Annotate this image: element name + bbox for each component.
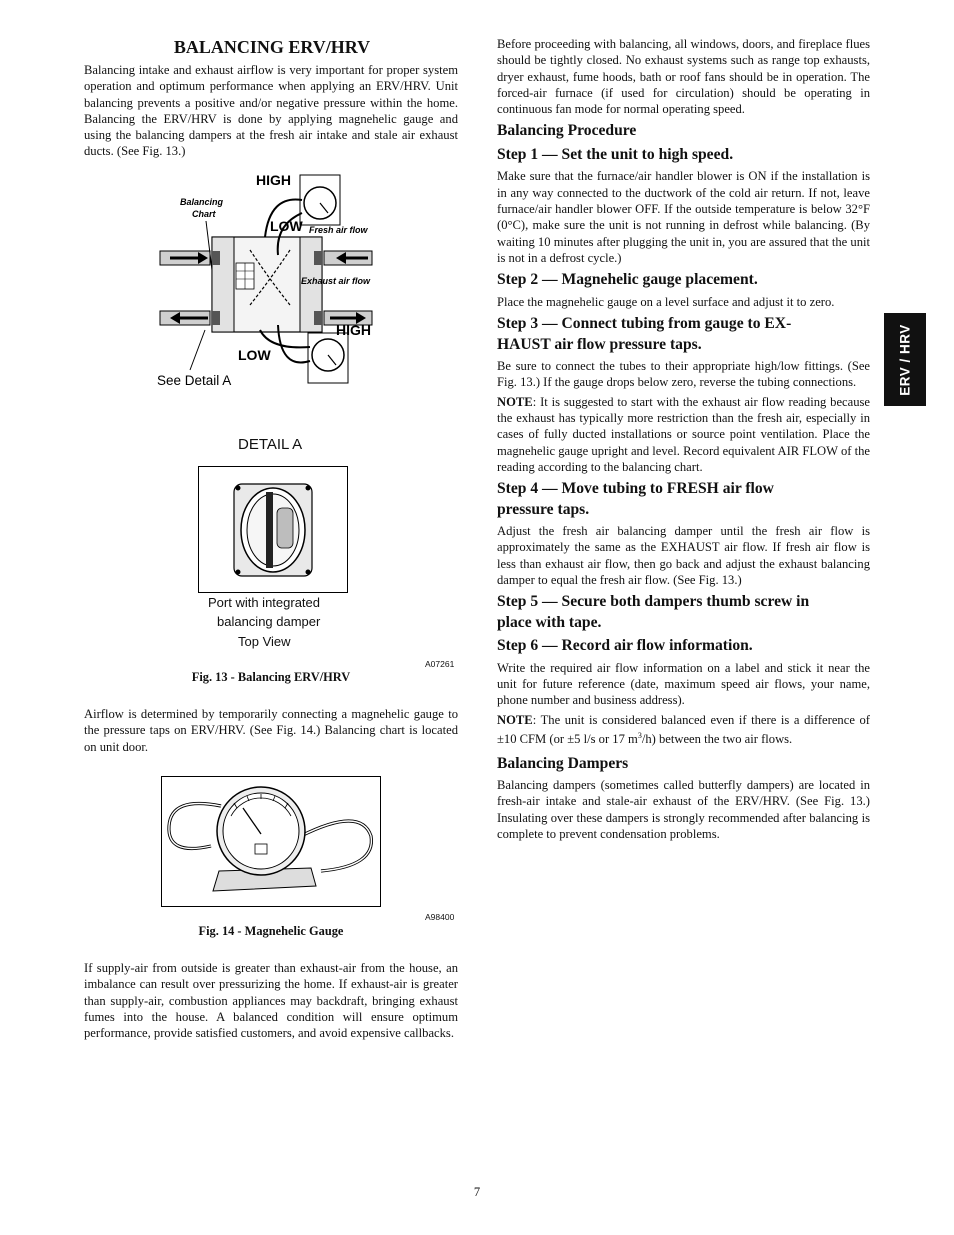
section-side-tab [884,313,926,406]
fig13-code: A07261 [425,659,455,669]
note2-superscript: 3 [637,731,642,741]
detail-caption-line-3: Top View [238,634,291,649]
step1-text: Make sure that the furnace/air handler blower is ON if the installation is in any way connected to the ductwork of the cold air return. If not, leave furnace/air handler blower OFF. If the outside temperature is below 32°F (0°C), make sure the unit is not running in defrost while balancing. (By waiting 10 minutes after plugging the unit in, you are assured that the unit is not in a defrost cycle.) [497,169,870,265]
step5-heading-line-1: Step 5 — Secure both dampers thumb screw in [497,593,810,611]
fig14-gauge-illustration [161,776,381,907]
high-top-label: HIGH [256,172,291,188]
before-proceeding-paragraph: Before proceeding with balancing, all windows, doors, and fireplace flues should be tightly closed. No exhaust systems such as range top exhausts, dryer exhaust, fume hoods, bath or roof fans should be in operation. The forced-air furnace (if used for circulation) should be operating in continuous fan mode for normal operating speed. [497,37,870,117]
step6-note [497,712,870,748]
step2-heading: Step 2 — Magnehelic gauge placement. [497,271,758,289]
step3-heading-line-1: Step 3 — Connect tubing from gauge to EX- [497,315,792,333]
fresh-air-flow-label: Fresh air flow [309,225,368,235]
chart-label: Chart [192,209,216,219]
intro-paragraph: Balancing intake and exhaust airflow is very important for proper system operation and optimum performance when applying an ERV/HRV. Unit balancing prevents a positive and/or negative pressure within the home. Balancing the ERV/HRV is done by applying magnehelic gauge and using the balancing dampers at the fresh air intake and stale air exhaust ducts. (See Fig. 13.) [84,63,458,159]
step6-text: Write the required air flow information on a label and stick it near the unit for future reference (date, maximum speed air flows, your name, phone number and business address). [497,660,870,708]
step6-heading: Step 6 — Record air flow information. [497,637,753,655]
balancing-dampers-heading: Balancing Dampers [497,754,629,772]
detail-caption-line-1: Port with integrated [208,595,321,610]
note2-text-a: : The unit is considered balanced even if there is a difference of ±10 CFM (or ±5 l/s or 17 m [497,712,870,747]
step4-heading-line-2: pressure taps. [497,500,590,518]
exhaust-air-flow-label: Exhaust air flow [301,276,371,286]
right-column [497,36,870,842]
step3-heading-line-2: HAUST air flow pressure taps. [497,335,702,353]
see-detail-label: See Detail A [157,373,232,388]
step3-note-text: : It is suggested to start with the exhaust air flow reading because the exhaust has typically more restriction than the fresh air, especially in cases of fully ducted installations or source point ventilation. Place the magnehelic gauge upright and level. Record equivalent AIR FLOW of the reading according to the balancing chart. [497,394,870,474]
step3-text: Be sure to connect the tubes to their appropriate high/low fittings. (See Fig. 13.) If the gauge drops below zero, reverse the tubing connections. [497,359,870,390]
supply-air-paragraph: If supply-air from outside is greater than exhaust-air from the house, an imbalance can result over pressurizing the home. If exhaust-air is greater than supply-air, combustion appliances may backdraft, bringing exhaust fumes into the house. A balanced condition will ensure optimum performance, provide satisfied customers, and avoid expensive callbacks. [84,961,458,1041]
detail-a-title: DETAIL A [238,436,303,453]
section-title: BALANCING ERV/HRV [173,37,371,57]
detail-caption-line-2: balancing damper [217,614,321,629]
fig14-caption: Fig. 14 - Magnehelic Gauge [198,924,344,938]
balancing-dampers-text: Balancing dampers (sometimes called butterfly dampers) are located in fresh-air intake and stale-air exhaust of the ERV/HRV. (See Fig. 13.) Insulating over these dampers is strongly recommended after balancing is complete to prevent condensation problems. [497,778,870,841]
side-tab-label: ERV / HRV [897,323,913,396]
high-bottom-label: HIGH [336,322,371,338]
note2-label: NOTE [497,712,533,727]
step1-heading: Step 1 — Set the unit to high speed. [497,145,734,163]
balancing-procedure-heading: Balancing Procedure [497,122,637,140]
fig13-caption: Fig. 13 - Balancing ERV/HRV [191,670,351,684]
detail-a-illustration [198,466,348,593]
step2-text: Place the magnehelic gauge on a level surface and adjust it to zero. [497,294,835,309]
page-number: 7 [473,1185,481,1199]
low-top-label: LOW [270,218,303,234]
airflow-paragraph: Airflow is determined by temporarily connecting a magnehelic gauge to the pressure taps on ERV/HRV. (See Fig. 14.) Balancing chart is located on unit door. [84,707,458,754]
note2-text-b: /h) between the two air flows. [641,732,793,747]
step5-heading-line-2: place with tape. [497,613,602,631]
low-bottom-label: LOW [238,347,271,363]
step4-text: Adjust the fresh air balancing damper until the fresh air flow is approximately the same as the EXHAUST air flow. If fresh air flow is less than exhaust air flow, then go back and adjust the exhaust balancing damper to equal the fresh air flow. (See Fig. 13.) [497,524,870,588]
fig13-diagram [150,165,380,390]
balancing-label: Balancing [180,197,224,207]
fig14-code: A98400 [425,912,455,922]
note-label: NOTE [497,394,533,409]
step3-note [497,394,870,475]
step4-heading-line-1: Step 4 — Move tubing to FRESH air flow [497,480,774,498]
